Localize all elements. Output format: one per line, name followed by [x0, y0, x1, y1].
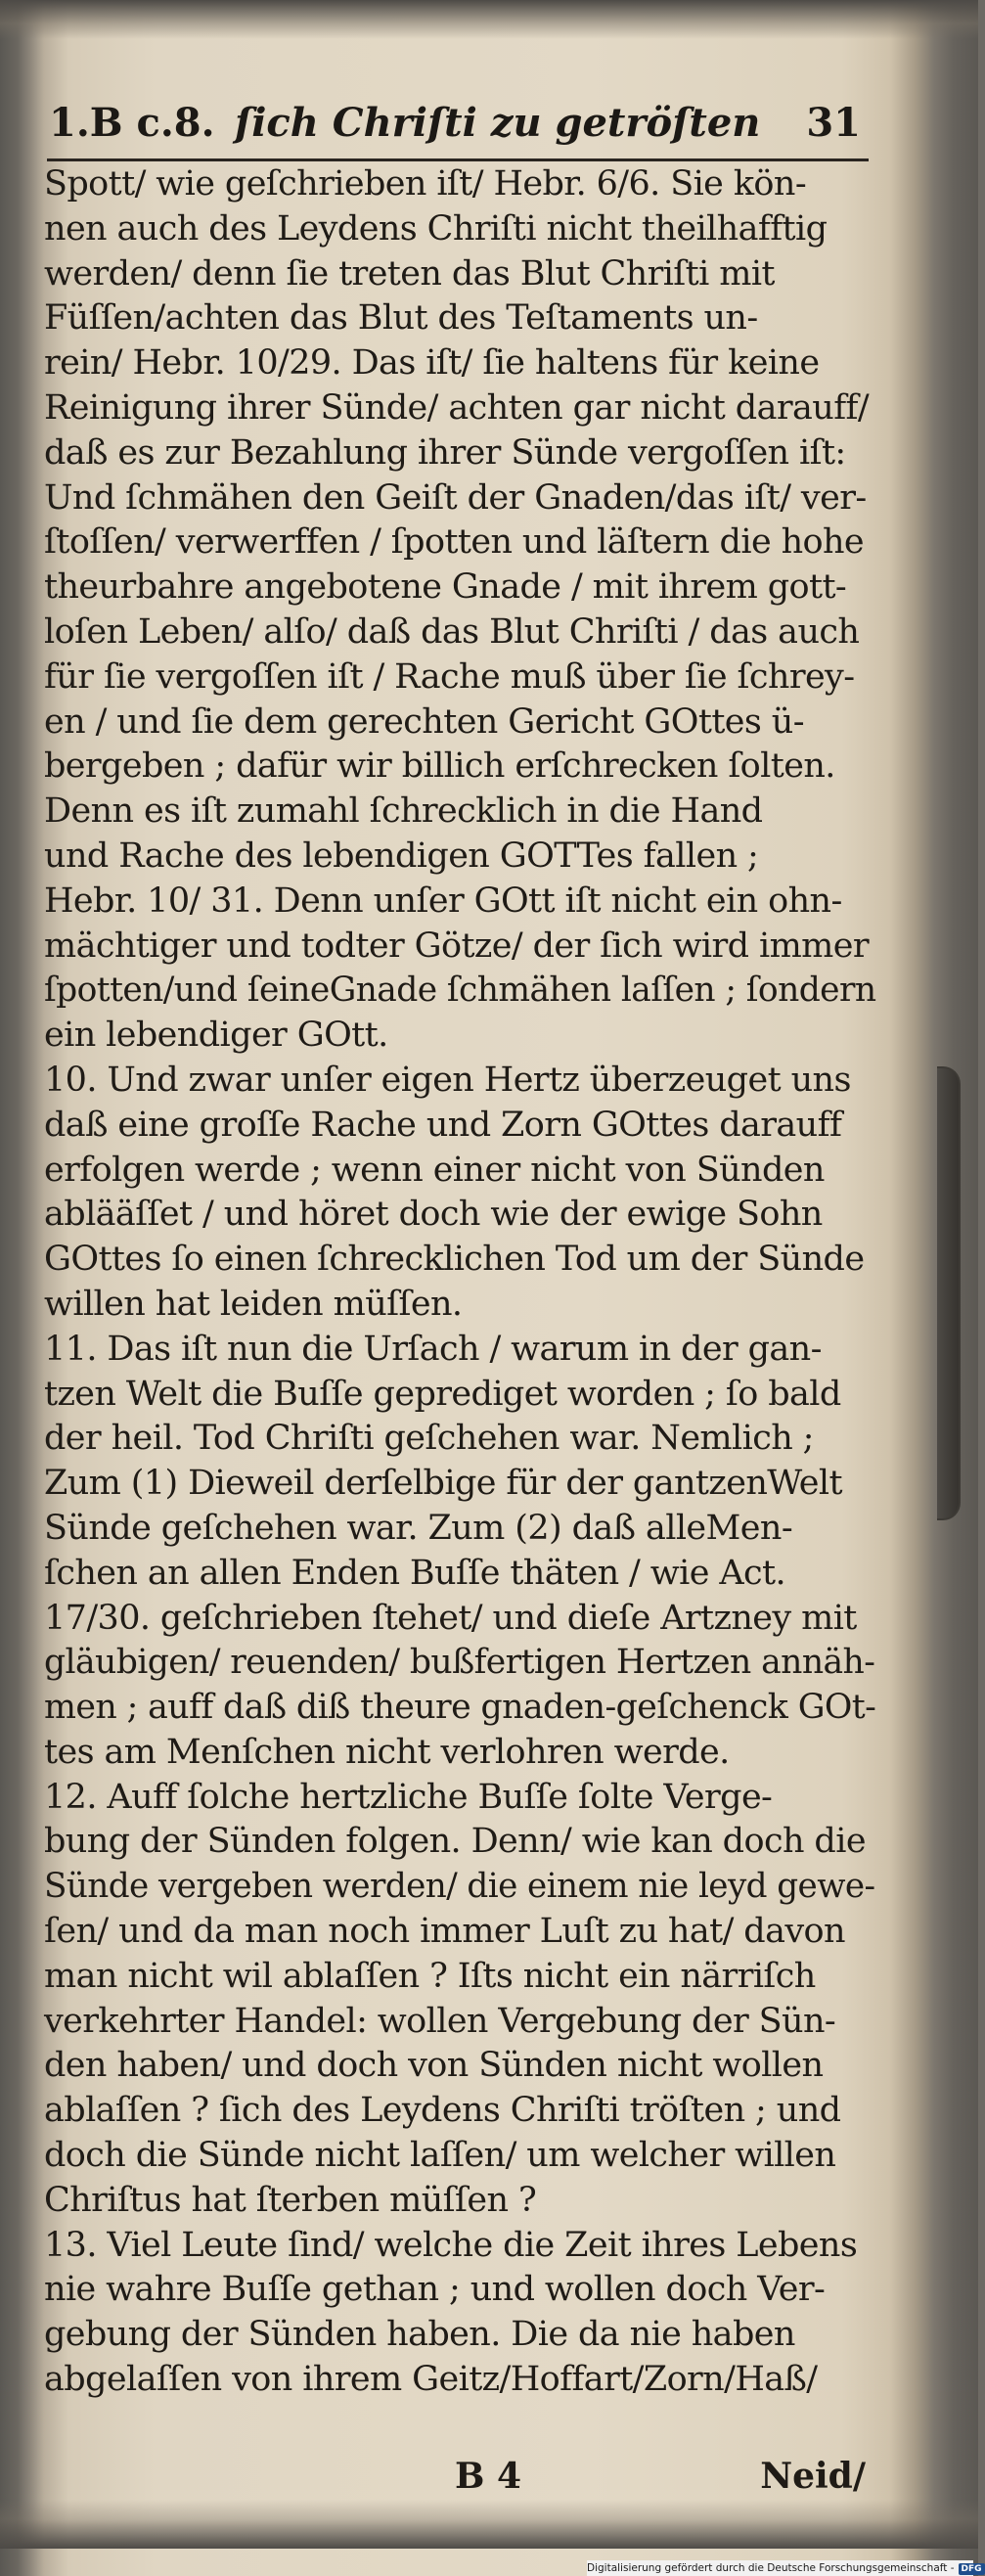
text-line: 13. Viel Leute ſind/ welche die Zeit ihres Lebens: [44, 2225, 858, 2265]
text-line: 17/30. geſchrieben ſtehet/ und dieſe Artzney mit: [44, 1598, 857, 1638]
digitization-credit: [587, 2560, 982, 2576]
text-line: willen hat leiden müſſen.: [44, 1284, 463, 1324]
text-line: rein/ Hebr. 10/29. Das iſt/ ſie haltens für keine: [44, 343, 820, 384]
text-line: ein lebendiger GOtt.: [44, 1016, 388, 1056]
text-line: theurbahre angebotene Gnade / mit ihrem gott-: [44, 567, 847, 608]
page-number: 31: [806, 100, 861, 146]
text-line: gläubigen/ reuenden/ bußfertigen Hertzen annäh-: [44, 1643, 875, 1683]
catchword: Neid/: [760, 2456, 866, 2497]
text-line: nen auch des Leydens Chriſti nicht theilhafftig: [44, 208, 828, 249]
page-top-shadow: [0, 0, 978, 39]
text-line: man nicht wil ablaſſen ? Iſts nicht ein närriſch: [44, 1956, 816, 1996]
page-footer: [44, 2456, 875, 2505]
text-line: loſen Leben/ alſo/ daß das Blut Chriſti / das auch: [44, 611, 860, 652]
text-line: daß eine groſſe Rache und Zorn GOttes darauff: [44, 1105, 842, 1145]
text-line: Zum (1) Dieweil derſelbige für der gantzenWelt: [44, 1464, 842, 1504]
text-line: Spott/ wie geſchrieben iſt/ Hebr. 6/6. Sie kön-: [44, 164, 807, 203]
text-line: abgelaſſen von ihrem Geitz/Hoffart/Zorn/Haß/: [44, 2360, 818, 2400]
text-line: erfolgen werde ; wenn einer nicht von Sünden: [44, 1150, 825, 1190]
text-line: daß es zur Bezahlung ihrer Sünde vergoſſen iſt:: [44, 432, 846, 473]
body-text: [44, 162, 875, 2403]
text-line: Sünde vergeben werden/ die einem nie leyd gewe-: [44, 1867, 875, 1907]
text-line: der heil. Tod Chriſti geſchehen war. Nemlich ;: [44, 1419, 814, 1459]
text-line: doch die Sünde nicht laſſen/ um welcher willen: [44, 2136, 836, 2176]
text-line: ablaſſen ? ſich des Leydens Chriſti tröſten ; und: [44, 2091, 841, 2131]
text-line: tes am Menſchen nicht verlohren werde.: [44, 1732, 730, 1772]
text-line: GOttes ſo einen ſchrecklichen Tod um der Sünde: [44, 1240, 865, 1280]
text-line: ſtoſſen/ verwerffen / ſpotten und läſtern die hohe: [44, 522, 865, 563]
text-line: 12. Auff ſolche hertzliche Buſſe ſolte Verge-: [44, 1777, 773, 1817]
text-line: men ; auff daß diß theure gnaden-geſchenck GOt-: [44, 1688, 876, 1728]
running-title: ſich Chriſti zu getröſten: [235, 100, 761, 146]
text-line: tzen Welt die Buſſe geprediget worden ; ſo bald: [44, 1374, 841, 1414]
signature-mark: B 4: [455, 2456, 522, 2497]
dfg-logo-icon: DFG: [959, 2563, 985, 2575]
text-line: verkehrter Handel: wollen Vergebung der Sün-: [44, 2001, 836, 2041]
page-bottom-shadow: [0, 2500, 978, 2549]
chapter-reference: 1.B c.8.: [49, 100, 215, 146]
text-line: Hebr. 10/ 31. Denn unſer GOtt iſt nicht ein ohn-: [44, 881, 842, 921]
text-line: Reinigung ihrer Sünde/ achten gar nicht darauff/: [44, 387, 870, 428]
text-line: und Rache des lebendigen GOTTes fallen ;: [44, 836, 759, 876]
text-line: mächtiger und todter Götze/ der ſich wird immer: [44, 926, 870, 966]
text-line: Füſſen/achten das Blut des Teſtaments un-: [44, 298, 758, 339]
text-line: nie wahre Buſſe gethan ; und wollen doch Ver-: [44, 2270, 826, 2310]
text-line: ſchen an allen Enden Buſſe thäten / wie Act.: [44, 1553, 786, 1593]
text-line: Denn es iſt zumahl ſchrecklich in die Hand: [44, 791, 763, 832]
header-rule: [47, 158, 869, 161]
text-line: Chriſtus hat ſterben müſſen ?: [44, 2180, 537, 2220]
text-line: bung der Sünden folgen. Denn/ wie kan doch die: [44, 1822, 866, 1862]
text-line: Sünde geſchehen war. Zum (2) daß alleMen-: [44, 1508, 793, 1548]
text-line: ſen/ und da man noch immer Luſt zu hat/ davon: [44, 1912, 845, 1952]
text-line: ablääſſet / und höret doch wie der ewige Sohn: [44, 1195, 823, 1235]
text-line: 10. Und zwar unſer eigen Hertz überzeuget uns: [44, 1060, 851, 1100]
text-line: für ſie vergoſſen iſt / Rache muß über ſie ſchrey-: [44, 656, 855, 697]
text-line: bergeben ; dafür wir billich erſchrecken ſolten.: [44, 746, 835, 787]
text-line: Und ſchmähen den Geiſt der Gnaden/das iſt/ ver-: [44, 477, 867, 518]
text-line: den haben/ und doch von Sünden nicht wollen: [44, 2046, 824, 2086]
text-line: gebung der Sünden haben. Die da nie haben: [44, 2315, 795, 2355]
text-line: en / und ſie dem gerechten Gericht GOttes ü-: [44, 701, 804, 742]
credit-text: Digitalisierung gefördert durch die Deutsche Forschungsgemeinschaft -: [587, 2562, 955, 2574]
text-line: 11. Das iſt nun die Urſach / warum in der gan-: [44, 1329, 822, 1369]
text-line: ſpotten/und ſeineGnade ſchmähen laſſen ; ſondern: [44, 971, 876, 1011]
running-header: [49, 90, 871, 158]
text-line: werden/ denn ſie treten das Blut Chriſti mit: [44, 253, 775, 294]
bookmark-ribbon: [937, 1066, 961, 1520]
